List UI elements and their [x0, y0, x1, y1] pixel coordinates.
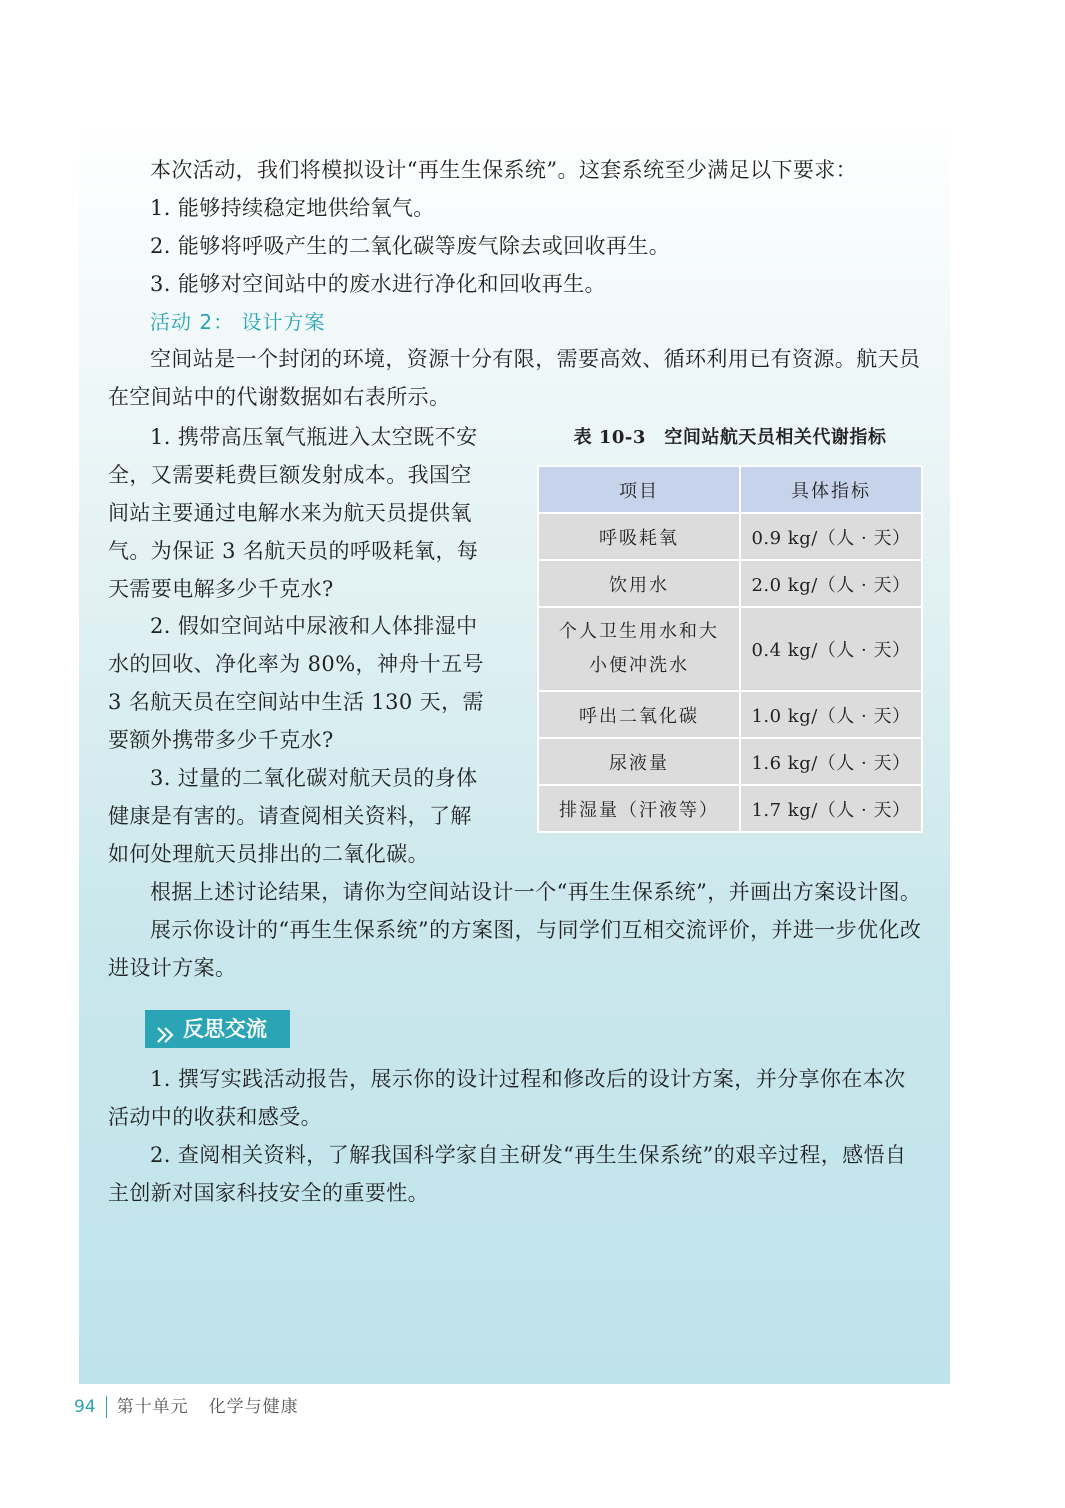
- table-cell-item: 排湿量（汗液等）: [538, 785, 740, 832]
- requirement-2: 2. 能够将呼吸产生的二氧化碳等废气除去或回收再生。: [150, 234, 671, 258]
- reflect-badge-label: 反思交流: [183, 1017, 267, 1041]
- footer-divider: [106, 1396, 107, 1418]
- table-cell-value: 2.0 kg/（人 · 天）: [740, 560, 922, 607]
- unit-label: 第十单元: [116, 1397, 189, 1417]
- double-chevron-right-icon: [155, 1019, 177, 1039]
- table-cell-item: 个人卫生用水和大小便冲洗水: [538, 607, 740, 691]
- table-cell-item: 呼吸耗氧: [538, 513, 740, 560]
- context-paragraph: 空间站是一个封闭的环境，资源十分有限，需要高效、循环利用已有资源。航天员在空间站中的代谢数据如右表所示。: [108, 347, 921, 409]
- page-number: 94: [74, 1397, 96, 1417]
- table-cell-value: 1.0 kg/（人 · 天）: [740, 691, 922, 738]
- table-row: [538, 738, 922, 785]
- design-paragraph: 根据上述讨论结果，请你为空间站设计一个“再生生保系统”，并画出方案设计图。: [150, 880, 922, 904]
- requirement-1: 1. 能够持续稳定地供给氧气。: [150, 196, 435, 220]
- reflect-badge: [145, 1010, 290, 1048]
- table-cell-value: 1.6 kg/（人 · 天）: [740, 738, 922, 785]
- table-cell-value: 0.4 kg/（人 · 天）: [740, 607, 922, 691]
- table-cell-item: 呼出二氧化碳: [538, 691, 740, 738]
- page-footer: [74, 1393, 299, 1421]
- activity-2-heading: 活动 2： 设计方案: [150, 310, 326, 334]
- table-cell-value: 1.7 kg/（人 · 天）: [740, 785, 922, 832]
- reflect-item-1: 1. 撰写实践活动报告，展示你的设计过程和修改后的设计方案，并分享你在本次活动中的收获和感受。: [108, 1067, 906, 1129]
- table-row: [538, 607, 922, 691]
- table-cell-item: 尿液量: [538, 738, 740, 785]
- question-3: 3. 过量的二氧化碳对航天员的身体健康是有害的。请查阅相关资料，了解如何处理航天员排出的二氧化碳。: [108, 766, 478, 866]
- table-header-value: 具体指标: [740, 466, 922, 513]
- table-row: [538, 785, 922, 832]
- table-caption: 表 10-3 空间站航天员相关代谢指标: [573, 427, 887, 448]
- table-cell-value: 0.9 kg/（人 · 天）: [740, 513, 922, 560]
- intro-paragraph: 本次活动，我们将模拟设计“再生生保系统”。这套系统至少满足以下要求：: [150, 158, 858, 182]
- requirement-3: 3. 能够对空间站中的废水进行净化和回收再生。: [150, 272, 606, 296]
- table-row: [538, 513, 922, 560]
- table-row: [538, 691, 922, 738]
- question-2: 2. 假如空间站中尿液和人体排湿中水的回收、净化率为 80%，神舟十五号 3 名航天员在空间站中生活 130 天，需要额外携带多少千克水?: [108, 614, 484, 752]
- share-paragraph: 展示你设计的“再生生保系统”的方案图，与同学们互相交流评价，并进一步优化改进设计方案。: [108, 918, 922, 980]
- metrics-table: [537, 465, 923, 833]
- reflect-item-2: 2. 查阅相关资料，了解我国科学家自主研发“再生生保系统”的艰辛过程，感悟自主创新对国家科技安全的重要性。: [108, 1143, 907, 1205]
- topic-label: 化学与健康: [208, 1397, 299, 1417]
- table-cell-item: 饮用水: [538, 560, 740, 607]
- table-row: [538, 560, 922, 607]
- table-header-item: 项目: [538, 466, 740, 513]
- question-1: 1. 携带高压氧气瓶进入太空既不安全，又需要耗费巨额发射成本。我国空间站主要通过电解水来为航天员提供氧气。为保证 3 名航天员的呼吸耗氧，每天需要电解多少千克水?: [108, 425, 479, 601]
- table-header-row: [538, 466, 922, 513]
